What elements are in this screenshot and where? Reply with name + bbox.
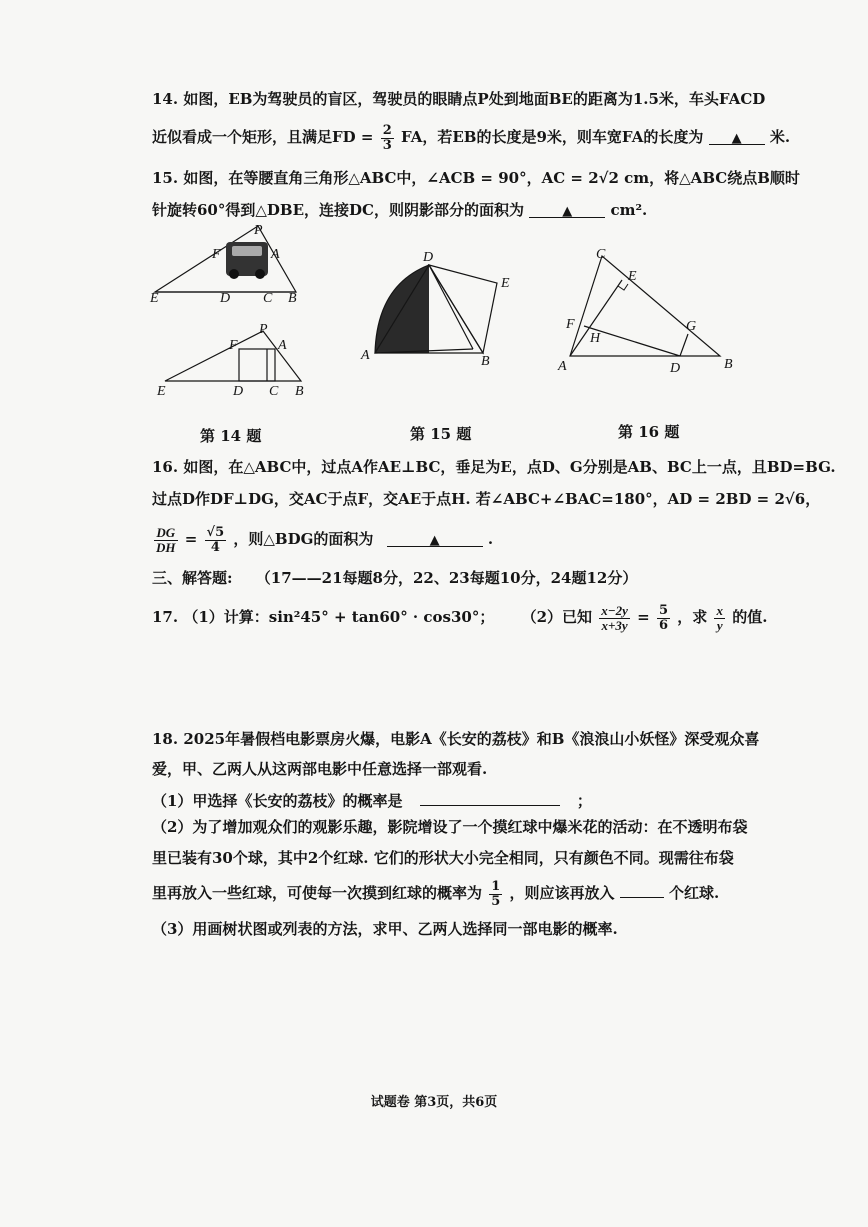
q16-answer-blank bbox=[387, 532, 483, 547]
q18-line5: 里已装有30个球，其中2个红球. 它们的形状大小完全相同，只有颜色不同。现需往布袋 bbox=[152, 849, 734, 867]
q18-line1: 18. 2025年暑假档电影票房火爆，电影A《长安的荔枝》和B《浪浪山小妖怪》深受观众喜 bbox=[152, 730, 760, 748]
figure-15 bbox=[355, 245, 525, 375]
q15-line2-a: 针旋转60°得到△DBE，连接DC，则阴影部分的面积为 bbox=[152, 201, 524, 219]
q15-unit: cm². bbox=[610, 201, 648, 219]
fig16-right-angle-mark bbox=[618, 284, 628, 290]
fig14-bottom-label-D: D bbox=[233, 384, 244, 399]
fig14-bottom-label-B: B bbox=[295, 384, 304, 399]
fig16-label-B: B bbox=[724, 357, 733, 372]
q16-frac2-num: √5 bbox=[206, 525, 225, 540]
q16-end: . bbox=[487, 530, 494, 549]
q17-line bbox=[152, 604, 767, 632]
fig15-label-D: D bbox=[423, 250, 434, 265]
fig14-top-label-E: E bbox=[150, 291, 159, 306]
q14-answer-blank bbox=[709, 130, 765, 145]
q17-fraction-expr bbox=[599, 604, 630, 632]
q16-answer-mark: ▲ bbox=[429, 533, 440, 549]
fig15-label-B: B bbox=[481, 354, 490, 369]
fig14-top-label-F: F bbox=[212, 247, 221, 262]
q18-frac-den: 5 bbox=[491, 893, 501, 909]
q18-line6 bbox=[152, 880, 719, 908]
q16-frac-num: DG bbox=[154, 526, 178, 541]
q18-line3-b: ； bbox=[576, 792, 592, 810]
q16-frac2-den: 4 bbox=[210, 539, 220, 555]
fig15-label-E: E bbox=[501, 276, 510, 291]
fig14-bottom-label-A: A bbox=[278, 338, 287, 353]
q16-equals: = bbox=[184, 530, 198, 549]
q16-line1: 16. 如图，在△ABC中，过点A作AE⊥BC，垂足为E，点D、G分别是AB、BC上一点，且BD=BG. bbox=[152, 458, 836, 476]
q17-frac2-den: 6 bbox=[658, 617, 668, 633]
q17-frac-den: x+3y bbox=[601, 617, 628, 633]
fig16-label-F: F bbox=[566, 317, 575, 332]
car-wheel-right bbox=[255, 269, 265, 279]
figure-14-bottom bbox=[155, 322, 315, 405]
fig14-top-label-A: A bbox=[271, 247, 280, 262]
q15-answer-mark: ▲ bbox=[562, 204, 573, 219]
q18-line6-b: ，则应该再放入 bbox=[509, 884, 615, 903]
fig14-bottom-rectangle bbox=[239, 349, 275, 381]
q14-frac-den: 3 bbox=[382, 137, 392, 153]
car-windshield bbox=[232, 246, 262, 256]
figure-14-top bbox=[150, 224, 310, 304]
q17-frac2-num: 5 bbox=[658, 603, 668, 618]
q18-frac-num: 1 bbox=[491, 879, 501, 894]
q16-line3-b: ，则△BDG的面积为 bbox=[233, 530, 374, 549]
fig16-label-E: E bbox=[628, 269, 637, 284]
fig14-top-label-D: D bbox=[220, 291, 231, 306]
fig14-top-label-C: C bbox=[263, 291, 273, 306]
fig16-label-D: D bbox=[670, 361, 681, 376]
q18-line7: （3）用画树状图或列表的方法，求甲、乙两人选择同一部电影的概率. bbox=[152, 920, 618, 938]
q18-line6-a: 里再放入一些红球，可使每一次摸到红球的概率为 bbox=[152, 884, 483, 903]
q14-line2 bbox=[152, 124, 790, 152]
q15-line2 bbox=[152, 203, 647, 218]
fig16-label-G: G bbox=[686, 319, 697, 334]
section3-title: 三、解答题: bbox=[152, 569, 233, 587]
caption-15: 第 15 题 bbox=[410, 425, 472, 443]
q17-part2-c: 的值. bbox=[732, 608, 768, 627]
q18-fraction bbox=[489, 880, 502, 908]
q17-frac-num: x−2y bbox=[601, 603, 628, 618]
q17-part2-b: ，求 bbox=[677, 608, 708, 627]
caption-14: 第 14 题 bbox=[200, 427, 262, 445]
fig16-label-H: H bbox=[590, 331, 601, 346]
q15-line1: 15. 如图，在等腰直角三角形△ABC中，∠ACB = 90°，AC = 2√2 cm，将△ABC绕点B顺时 bbox=[152, 169, 800, 187]
q17-part2-a: （2）已知 bbox=[521, 608, 592, 627]
q14-unit: 米. bbox=[769, 128, 791, 147]
fig14-top-label-B: B bbox=[288, 291, 297, 306]
q18-line6-c: 个红球. bbox=[669, 884, 720, 903]
section3-note: （17——21每题8分，22、23每题10分，24题12分） bbox=[255, 569, 638, 587]
q18-answer2-blank bbox=[620, 883, 664, 898]
q17-part1: 17. （1）计算：sin²45° + tan60° · cos30°； bbox=[152, 608, 495, 627]
q14-fraction bbox=[381, 124, 394, 152]
caption-16: 第 16 题 bbox=[618, 423, 680, 441]
q17-frac3-num: x bbox=[716, 603, 723, 618]
section3-heading bbox=[152, 571, 637, 586]
page-footer: 试题卷 第3页，共6页 bbox=[370, 1095, 498, 1110]
q14-answer-mark: ▲ bbox=[731, 131, 742, 147]
fig16-line-DG bbox=[680, 334, 688, 356]
q18-line3-a: （1）甲选择《长安的荔枝》的概率是 bbox=[152, 792, 403, 810]
q17-fraction-value bbox=[657, 604, 670, 632]
q16-line3 bbox=[152, 526, 493, 554]
q15-answer-blank bbox=[529, 203, 605, 218]
fig14-bottom-label-C: C bbox=[269, 384, 279, 399]
q18-answer1-blank bbox=[420, 791, 560, 806]
figure-16 bbox=[550, 244, 750, 379]
q14-line1: 14. 如图，EB为驾驶员的盲区，驾驶员的眼睛点P处到地面BE的距离为1.5米，车头FACD bbox=[152, 90, 766, 108]
fig15-label-A: A bbox=[361, 348, 370, 363]
q14-frac-num: 2 bbox=[382, 123, 392, 138]
q14-line2-b: FA，若EB的长度是9米，则车宽FA的长度为 bbox=[400, 128, 704, 147]
fig16-label-A: A bbox=[558, 359, 567, 374]
q17-frac3-den: y bbox=[716, 617, 723, 633]
q18-line3 bbox=[152, 791, 592, 809]
q16-fraction-value bbox=[205, 526, 227, 554]
q16-frac-den: DH bbox=[156, 539, 176, 555]
fig14-bottom-label-E: E bbox=[157, 384, 166, 399]
fig15-triangle-DEB bbox=[429, 265, 497, 353]
fig14-bottom-label-F: F bbox=[229, 338, 238, 353]
fig14-bottom-label-P: P bbox=[259, 322, 268, 337]
q18-line4: （2）为了增加观众们的观影乐趣，影院增设了一个摸红球中爆米花的活动：在不透明布袋 bbox=[152, 818, 748, 836]
q17-fraction-x-y bbox=[714, 604, 725, 632]
fig14-top-label-P: P bbox=[254, 223, 263, 238]
car-wheel-left bbox=[229, 269, 239, 279]
fig15-line-DC bbox=[429, 265, 473, 349]
fig16-label-C: C bbox=[596, 247, 606, 262]
q14-line2-a: 近似看成一个矩形，且满足FD = bbox=[152, 128, 374, 147]
q16-line2: 过点D作DF⊥DG，交AC于点F，交AE于点H. 若∠ABC+∠BAC=180°，AD = 2BD = 2√6， bbox=[152, 490, 821, 508]
q17-equals: = bbox=[637, 608, 650, 627]
q18-line2: 爱，甲、乙两人从这两部电影中任意选择一部观看. bbox=[152, 760, 488, 778]
q16-fraction-DG-DH bbox=[154, 526, 178, 554]
